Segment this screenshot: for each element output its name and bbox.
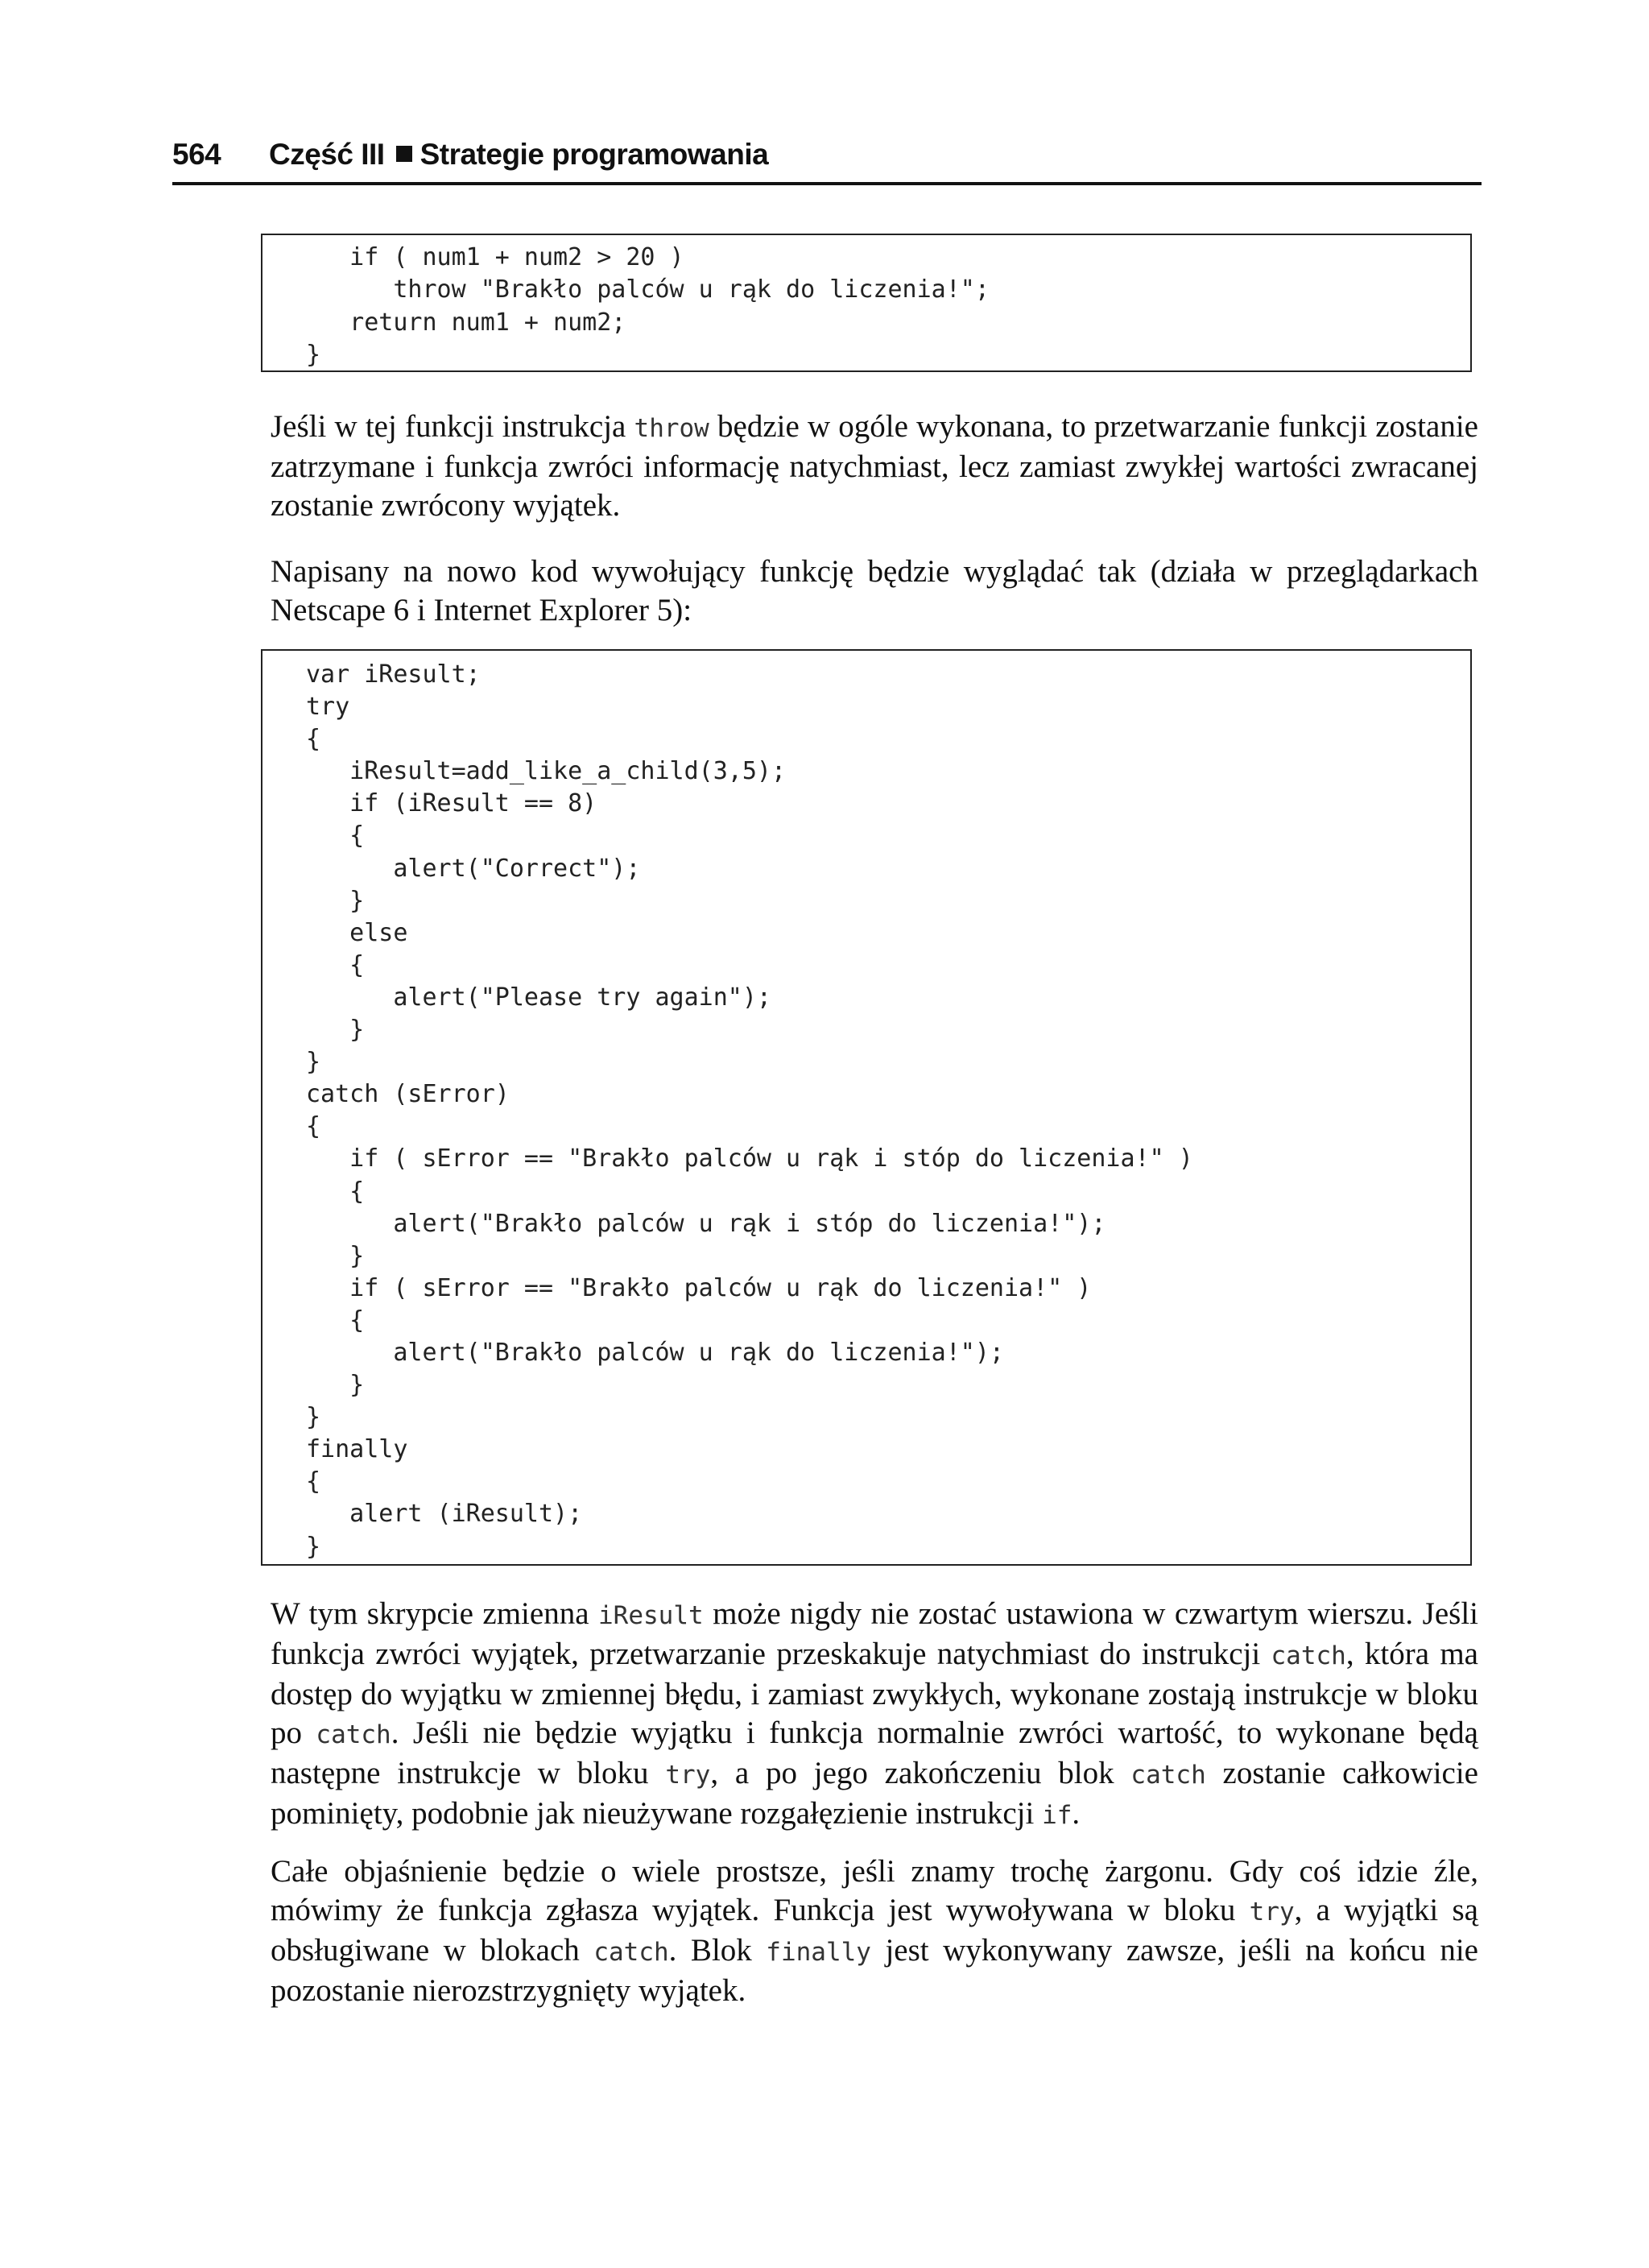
running-head bbox=[269, 135, 768, 174]
code-line: } bbox=[306, 1016, 365, 1045]
code-line: try bbox=[306, 693, 350, 722]
text-span: Napisany na nowo kod wywołujący funkcję będzie wyglądać tak (działa w przeglądarkach Netscape 6 i Internet Explorer 5): bbox=[271, 554, 1478, 627]
paragraph-1 bbox=[271, 408, 1478, 525]
text-span: Jeśli w tej funkcji instrukcja bbox=[271, 409, 634, 444]
inline-code: catch bbox=[1130, 1761, 1206, 1790]
text-span: może nigdy nie zostać ustawiona w czwartym wierszu. Jeśli funkcja zwróci wyjątek, przetwarzanie przeskakuje natychmiast do instrukcji bbox=[271, 1596, 1478, 1671]
inline-code: catch bbox=[593, 1938, 669, 1967]
code-line: { bbox=[306, 950, 365, 979]
page-number: 564 bbox=[172, 138, 221, 171]
code-line: } bbox=[306, 1371, 365, 1400]
text-span: jest wykonywany zawsze, jeśli na końcu nie pozostanie nierozstrzygnięty wyjątek. bbox=[271, 1933, 1478, 2008]
code-line: iResult=add_like_a_child(3,5); bbox=[306, 757, 787, 786]
inline-code: iResult bbox=[598, 1601, 704, 1630]
code-line: { bbox=[306, 1306, 365, 1335]
inline-code: catch bbox=[316, 1720, 391, 1749]
inline-code: throw bbox=[634, 414, 709, 443]
code-line: { bbox=[306, 822, 365, 850]
code-line: else bbox=[306, 918, 408, 947]
text-span: . Blok bbox=[668, 1933, 767, 1968]
code-line: var iResult; bbox=[306, 660, 481, 689]
text-span: zostanie całkowicie pominięty, podobnie jak nieużywane rozgałęzienie instrukcji bbox=[271, 1756, 1478, 1831]
part-label: Część III bbox=[269, 138, 385, 171]
paragraph-3 bbox=[271, 1595, 1478, 1835]
text-span: . Jeśli nie będzie wyjątku i funkcja normalnie zwróci wartość, to wykonane będą następne instrukcje w bloku bbox=[271, 1715, 1478, 1790]
code-line: alert("Please try again"); bbox=[306, 983, 771, 1012]
text-span: , a po jego zakończeniu blok bbox=[710, 1756, 1131, 1790]
code-line: alert("Brakło palców u rąk i stóp do liczenia!"); bbox=[306, 1209, 1106, 1238]
code-line: if ( sError == "Brakło palców u rąk do liczenia!" ) bbox=[306, 1273, 1092, 1302]
code-line: if (iResult == 8) bbox=[306, 789, 597, 818]
text-span: , a wyjątki są obsługiwane w blokach bbox=[271, 1893, 1478, 1968]
text-span: będzie w ogóle wykonana, to przetwarzanie funkcji zostanie zatrzymane i funkcja zwróci informację natychmiast, lecz zamiast zwykłej wartości zwracanej zostanie zwrócony wyjątek. bbox=[271, 409, 1478, 523]
square-bullet-icon bbox=[396, 146, 412, 162]
code-line: throw "Brakło palców u rąk do liczenia!"; bbox=[306, 275, 990, 304]
text-span: Całe objaśnienie będzie o wiele prostsze, jeśli znamy trochę żargonu. Gdy coś idzie źle, mówimy że funkcja zgłasza wyjątek. Funkcja jest wywoływana w bloku bbox=[271, 1854, 1478, 1927]
code-line: } bbox=[306, 1532, 321, 1561]
code-line: return num1 + num2; bbox=[306, 308, 626, 337]
code-line: { bbox=[306, 725, 321, 754]
code-line: } bbox=[306, 1403, 321, 1432]
code-line: if ( num1 + num2 > 20 ) bbox=[306, 243, 684, 271]
inline-code: try bbox=[665, 1761, 711, 1790]
code-line: { bbox=[306, 1177, 365, 1206]
code-line: alert("Brakło palców u rąk do liczenia!"); bbox=[306, 1338, 1004, 1367]
chapter-title: Strategie programowania bbox=[419, 138, 769, 171]
inline-code: try bbox=[1249, 1898, 1295, 1927]
code-line: } bbox=[306, 340, 321, 369]
code-line: } bbox=[306, 1048, 321, 1077]
code-block-2 bbox=[261, 649, 1472, 1566]
code-line: alert("Correct"); bbox=[306, 854, 641, 883]
text-span: . bbox=[1072, 1796, 1081, 1831]
code-line: if ( sError == "Brakło palców u rąk i stóp do liczenia!" ) bbox=[306, 1144, 1193, 1173]
text-span: W tym skrypcie zmienna bbox=[271, 1596, 599, 1631]
code-line: catch (sError) bbox=[306, 1080, 510, 1109]
code-block-1 bbox=[261, 234, 1472, 372]
inline-code: if bbox=[1042, 1801, 1072, 1830]
inline-code: finally bbox=[766, 1938, 871, 1967]
page-header bbox=[172, 135, 1482, 185]
code-line: { bbox=[306, 1467, 321, 1496]
code-line: finally bbox=[306, 1435, 408, 1464]
code-line: { bbox=[306, 1112, 321, 1141]
paragraph-4 bbox=[271, 1852, 1478, 2010]
inline-code: catch bbox=[1271, 1641, 1346, 1670]
text-span: , która ma dostęp do wyjątku w zmiennej błędu, i zamiast zwykłych, wykonane zostają instrukcje w bloku po bbox=[271, 1637, 1478, 1750]
code-line: alert (iResult); bbox=[306, 1500, 583, 1529]
paragraph-2 bbox=[271, 553, 1478, 630]
code-line: } bbox=[306, 1241, 365, 1270]
code-line: } bbox=[306, 886, 365, 915]
